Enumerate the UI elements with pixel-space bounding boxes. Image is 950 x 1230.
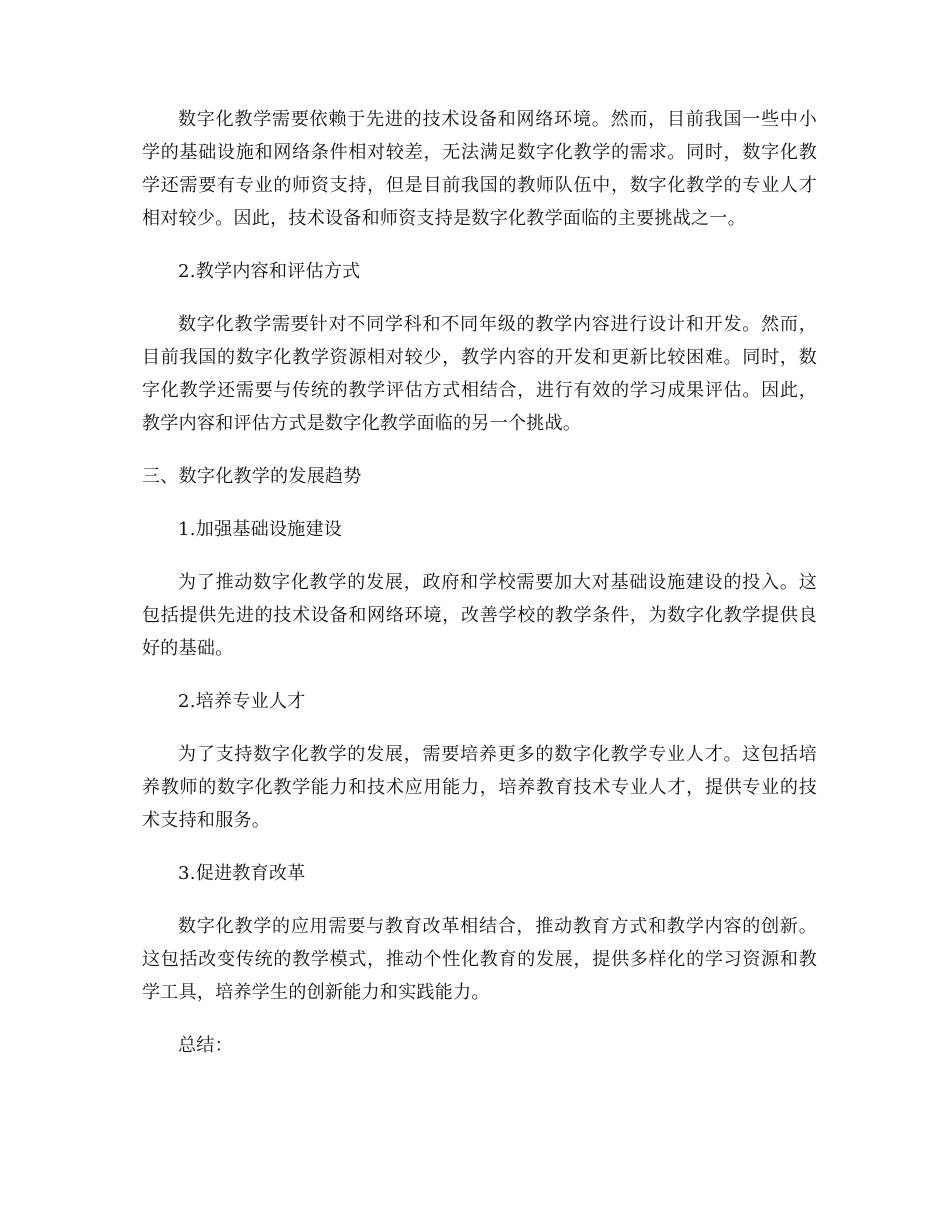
section-heading-development-trends: 三、数字化教学的发展趋势 xyxy=(142,466,362,487)
subheading-education-reform: 3.促进教育改革 xyxy=(178,863,306,884)
document-page xyxy=(142,103,817,1082)
body-paragraph: 数字化教学的应用需要与教育改革相结合，推动教育方式和教学内容的创新。这包括改变传统的教学模式，推动个性化教育的发展，提供多样化的学习资源和教学工具，培养学生的创新能力和实践能力。 xyxy=(142,916,817,1003)
body-paragraph: 数字化教学需要依赖于先进的技术设备和网络环境。然而，目前我国一些中小学的基础设施和网络条件相对较差，无法满足数字化教学的需求。同时，数字化教学还需要有专业的师资支持，但是目前我国的教师队伍中，数字化教学的专业人才相对较少。因此，技术设备和师资支持是数字化教学面临的主要挑战之一。 xyxy=(142,109,817,229)
body-paragraph: 数字化教学需要针对不同学科和不同年级的教学内容进行设计和开发。然而，目前我国的数字化教学资源相对较少，教学内容的开发和更新比较困难。同时，数字化教学还需要与传统的教学评估方式相结合，进行有效的学习成果评估。因此，教学内容和评估方式是数字化教学面临的另一个挑战。 xyxy=(142,314,817,434)
body-paragraph: 为了支持数字化教学的发展，需要培养更多的数字化教学专业人才。这包括培养教师的数字化教学能力和技术应用能力，培养教育技术专业人才，提供专业的技术支持和服务。 xyxy=(142,744,817,831)
subheading-summary: 总结： xyxy=(178,1035,233,1056)
subheading-talent-training: 2.培养专业人才 xyxy=(178,691,306,712)
subheading-teaching-content-evaluation: 2.教学内容和评估方式 xyxy=(178,261,361,282)
subheading-infrastructure: 1.加强基础设施建设 xyxy=(178,519,343,540)
body-paragraph: 为了推动数字化教学的发展，政府和学校需要加大对基础设施建设的投入。这包括提供先进的技术设备和网络环境，改善学校的教学条件，为数字化教学提供良好的基础。 xyxy=(142,572,817,659)
